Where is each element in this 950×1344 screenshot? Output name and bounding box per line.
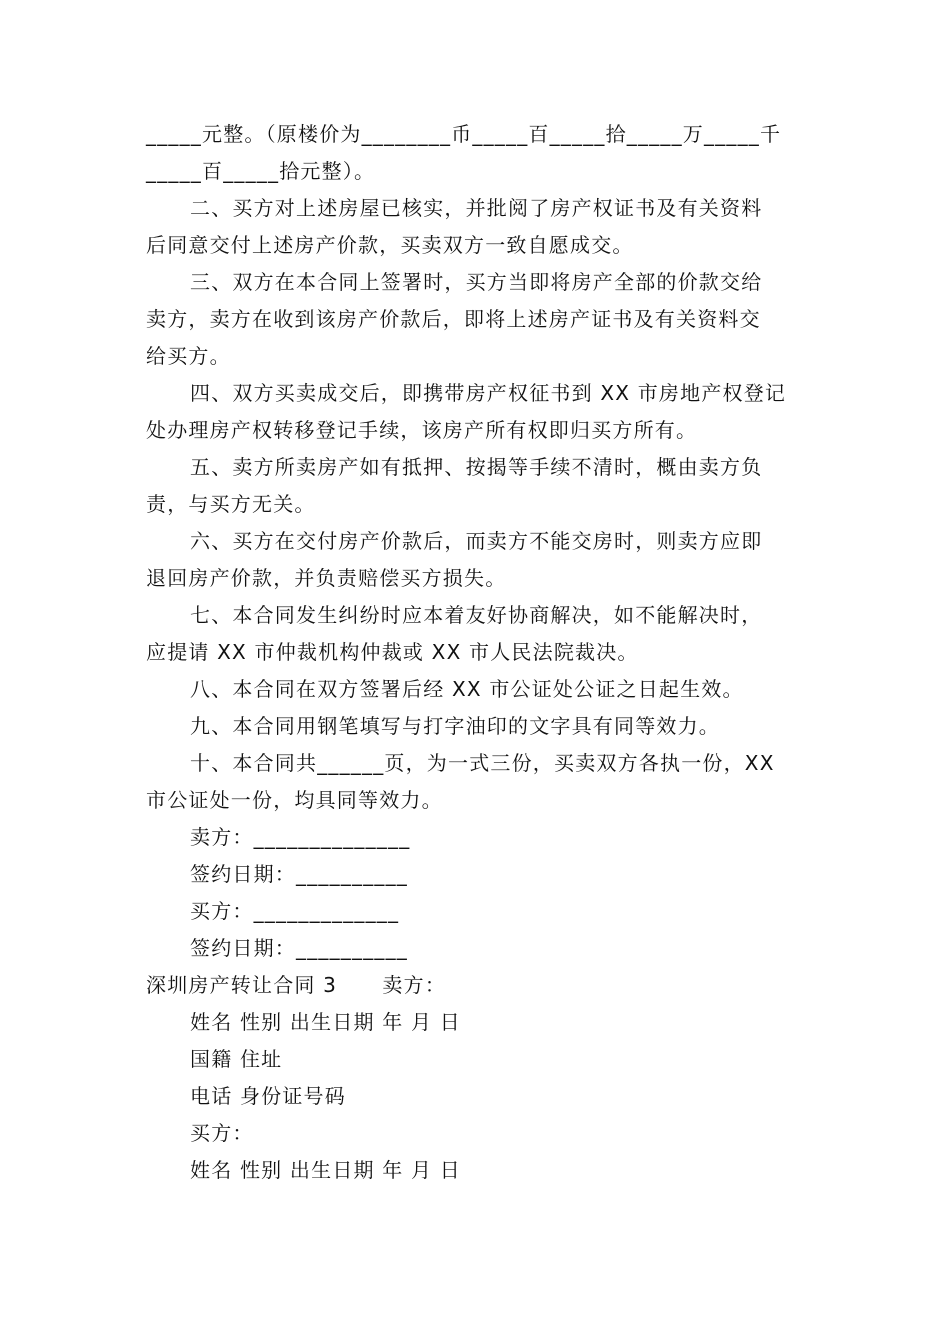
text-line: 深圳房产转让合同 3 卖方： (146, 973, 447, 997)
text-line: 后同意交付上述房产价款，买卖双方一致自愿成交。 (146, 233, 634, 257)
text-line: 四、双方买卖成交后，即携带房产权征书到 XX 市房地产权登记 (190, 381, 787, 405)
text-line: 十、本合同共______页，为一式三份，买卖双方各执一份，XX (190, 751, 775, 775)
text-line: _____元整。（原楼价为________币_____百_____拾_____万_____千 (146, 122, 782, 146)
text-line: 买方：_____________ (190, 899, 400, 923)
text-line: 应提请 XX 市仲裁机构仲裁或 XX 市人民法院裁决。 (146, 640, 639, 664)
text-line: 六、买方在交付房产价款后，而卖方不能交房时，则卖方应即 (190, 529, 763, 553)
text-line: 签约日期：__________ (190, 936, 408, 960)
text-line: 卖方：______________ (190, 825, 411, 849)
text-line: 电话 身份证号码 (190, 1084, 346, 1108)
text-line: 姓名 性别 出生日期 年 月 日 (190, 1010, 461, 1034)
text-line: 责，与买方无关。 (146, 492, 316, 516)
text-line: 买方： (190, 1121, 254, 1145)
text-line: 二、买方对上述房屋已核实，并批阅了房产权证书及有关资料 (190, 196, 763, 220)
text-line: 给买方。 (146, 344, 231, 368)
text-line: 九、本合同用钢笔填写与打字油印的文字具有同等效力。 (190, 714, 720, 738)
text-line: 五、卖方所卖房产如有抵押、按揭等手续不清时，概由卖方负 (190, 455, 763, 479)
document-page (146, 116, 806, 1189)
text-line: 七、本合同发生纠纷时应本着友好协商解决，如不能解决时， (190, 603, 763, 627)
text-line: 三、双方在本合同上签署时，买方当即将房产全部的价款交给 (190, 270, 763, 294)
text-line: 姓名 性别 出生日期 年 月 日 (190, 1158, 461, 1182)
text-line: 卖方，卖方在收到该房产价款后，即将上述房产证书及有关资料交 (146, 307, 761, 331)
text-line: 退回房产价款，并负责赔偿买方损失。 (146, 566, 507, 590)
text-line: 签约日期：__________ (190, 862, 408, 886)
text-line: _____百_____拾元整）。 (146, 159, 376, 183)
text-line: 国籍 住址 (190, 1047, 283, 1071)
text-line: 市公证处一份，均具同等效力。 (146, 788, 443, 812)
text-line: 处办理房产权转移登记手续，该房产所有权即归买方所有。 (146, 418, 698, 442)
text-line: 八、本合同在双方签署后经 XX 市公证处公证之日起生效。 (190, 677, 744, 701)
